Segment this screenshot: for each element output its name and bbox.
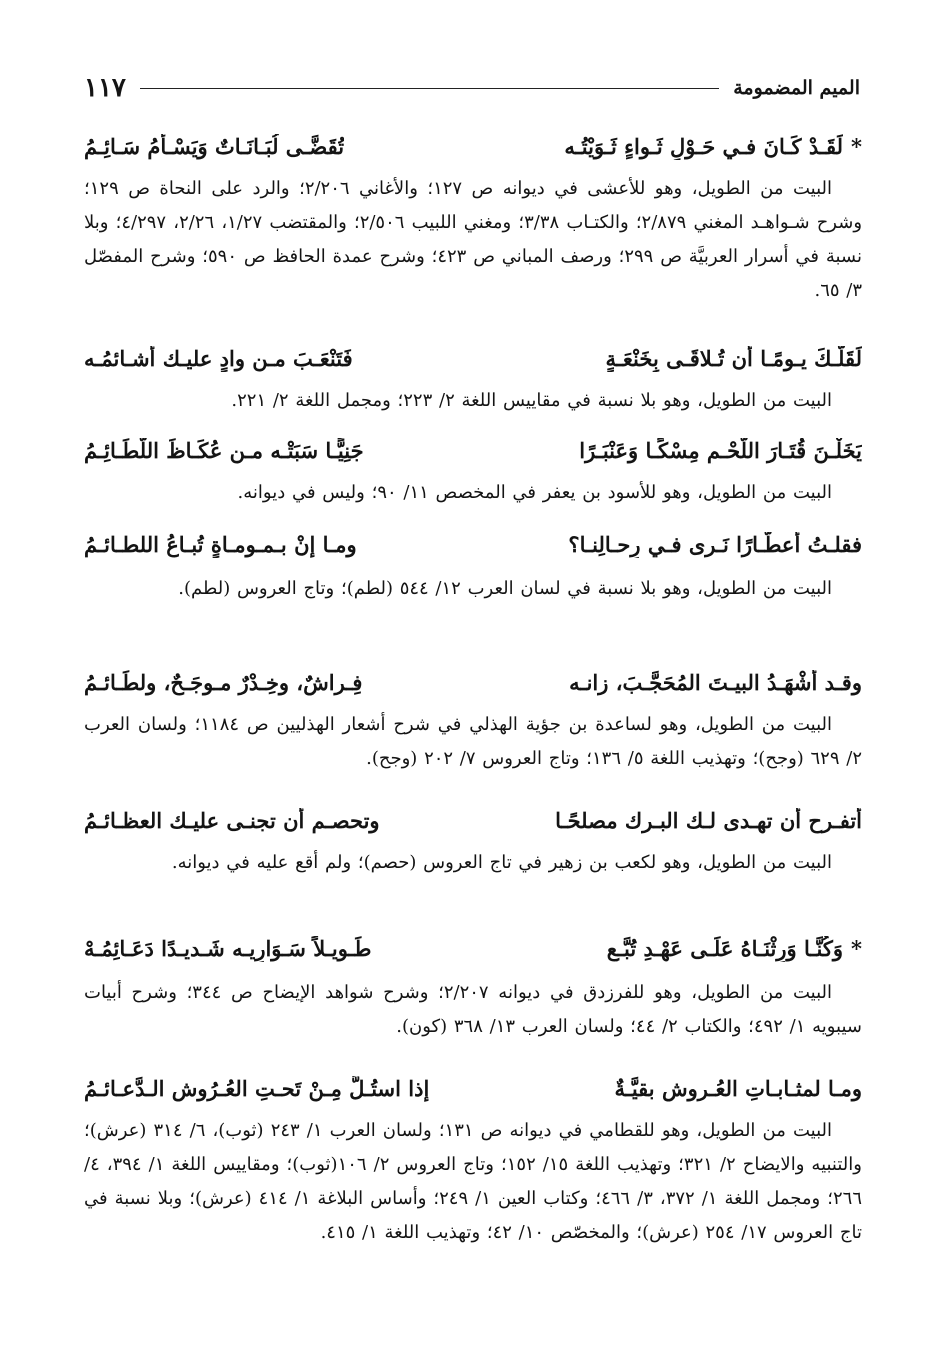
verse-second-hemistich: وتحصـم أن تجنـى عليـك العظـائـمُ [84,807,380,833]
verse-second-hemistich: طَـويـلاً سَـوَارِيـه شَـديـدًا دَعَـائِمُـهْ [84,935,372,961]
page-number: ١١٧ [84,73,126,103]
verse-second-hemistich: جَنِيًّـا سَبَتْـه مـن عُكَـاظَ اللَّطَـائِـمُ [84,437,364,463]
verse-note: البيت من الطويل، وهو للفرزدق في ديوانه ٢/٢٠٧؛ وشرح شواهد الإيضاح ص ٣٤٤؛ وشرح أبيات سيبويه ١/ ٤٩٢؛ والكتاب ٢/ ٤٤؛ ولسان العرب ١٣/ ٣٦٨ (كون). [84,982,862,1037]
verse-second-hemistich: ومـا إنْ بـمـومـاةٍ تُبـاعُ اللطـائـمُ [84,531,357,557]
header-rule [140,87,719,89]
verse-first-hemistich: فقلـتُ أعطَّـارًا نَـرى فـي رِحـالِنـا؟ [568,531,862,557]
verse-line [84,1066,862,1112]
verse-note: البيت من الطويل، وهو للأسود بن يعفر في المخصص ١١/ ٩٠؛ وليس في ديوانه. [237,482,832,503]
verse-first-hemistich: لَقَلَّـكَ يـومًـا أن تُـلاقَـى بِخَنْعَـةٍ [605,345,862,371]
verse-line [84,926,862,972]
verse-line [84,428,862,474]
verse-line [84,660,862,706]
verse-second-hemistich: تُقَضَّـى لُبَـانَـاتٌ وَيَسْـأمُ سَـائِـمُ [84,133,345,159]
verse-second-hemistich: فَتَنْعَـبَ مـن وادٍ عليـك أشـائمُـه [84,345,353,371]
verse-first-hemistich: أتفـرح أن تهـدى لـك البـرك مصلحًـا [555,807,862,833]
verse-first-hemistich: وَكُنَّـا وَرِثْنَـاهُ عَلَـى عَهْـدِ تُبَّـعٍ [606,935,844,961]
verse-note: البيت من الطويل، وهو بلا نسبة في مقاييس اللغة ٢/ ٢٢٣؛ ومجمل اللغة ٢/ ٢٢١. [231,390,832,411]
verse-note: البيت من الطويل، وهو لكعب بن زهير في تاج العروس (حصم)؛ ولم أقع عليه في ديوانه. [171,852,832,873]
verse-first-hemistich: وقـد أشْهَـدُ البيـتَ المُحَجَّـبَ، زانـه [569,669,862,695]
star-marker: * [851,133,862,159]
verse-note: البيت من الطويل، وهو لساعدة بن جؤية الهذلي في شرح أشعار الهذليين ص ١١٨٤؛ ولسان العرب ٢/ ٦٢٩ (وجح)؛ وتهذيب اللغة ٥/ ١٣٦؛ وتاج العروس ٧/ ٢٠٢ (وجح). [84,714,862,769]
verse-note: البيت من الطويل، وهو للقطامي في ديوانه ص ١٣١؛ ولسان العرب ١/ ٢٤٣ (ثوب)، ٦/ ٣١٤ (عرش)؛ والتنبيه والايضاح ٢/ ٣٢١؛ وتهذيب اللغة ١٥/ ١٥٢؛ وتاج العروس ٢/ ١٠٦(ثوب)؛ ومقاييس اللغة ١/ ٣٩٤، ٤/ ٢٦٦؛ ومجمل اللغة ١/ ٣٧٢، ٣/ ٤٦٦؛ وكتاب العين ١/ ٢٤٩؛ وأساس البلاغة ١/ ٤١٤ (عرش)؛ وبلا نسبة في تاج العروس ١٧/ ٢٥٤ (عرش)؛ والمخصّص ١٠/ ٤٢؛ وتهذيب اللغة ١/ ٤١٥. [84,1120,862,1243]
page-header [84,68,860,108]
verse-second-hemistich: فِـراشٌ، وخِـدْرٌ مـوجَـحٌ، ولطَـائـمُ [84,669,363,695]
verse-line [84,124,862,170]
verse-note: البيت من الطويل، وهو للأعشى في ديوانه ص ١٢٧؛ والأغاني ٢/٢٠٦؛ والرد على النحاة ص ١٢٩؛ وشرح شـواهـد المغني ٢/٨٧٩؛ والكتـاب ٣/٣٨؛ ومغني اللبيب ٢/٥٠٦؛ والمقتضب ١/٢٧، ٢/٢٦، ٤/٢٩٧؛ وبلا نسبة في أسرار العربيَّة ص ٢٩٩؛ ورصف المباني ص ٤٢٣؛ وشرح عمدة الحافظ ص ٥٩٠؛ وشرح المفصّل ٣/ ٦٥. [84,178,863,301]
verse-first-hemistich: يَخَلْـنَ قُتَـارَ اللَّحْـمِ مِسْكًـا وَعَنْبَـرًا [579,437,862,463]
verse-second-hemistich: إذا استُـلَّ مِـنْ تَحـتِ العُـرُوشِ الـدَّعـائـمُ [84,1075,430,1101]
section-title: الميم المضمومة [733,77,860,99]
verse-line [84,522,862,568]
verse-first-hemistich: لَقَـدْ كَـانَ فـي حَـوْلٍ ثَـواءٍ ثَـوَيْتُـه [564,133,844,159]
verse-note: البيت من الطويل، وهو بلا نسبة في لسان العرب ١٢/ ٥٤٤ (لطم)؛ وتاج العروس (لطم). [178,578,832,599]
verse-line [84,336,862,382]
verse-first-hemistich: ومـا لمثـابـاتِ العُـروشِ بقيَّـةٌ [614,1075,862,1101]
verse-line [84,798,862,844]
star-marker: * [851,935,862,961]
